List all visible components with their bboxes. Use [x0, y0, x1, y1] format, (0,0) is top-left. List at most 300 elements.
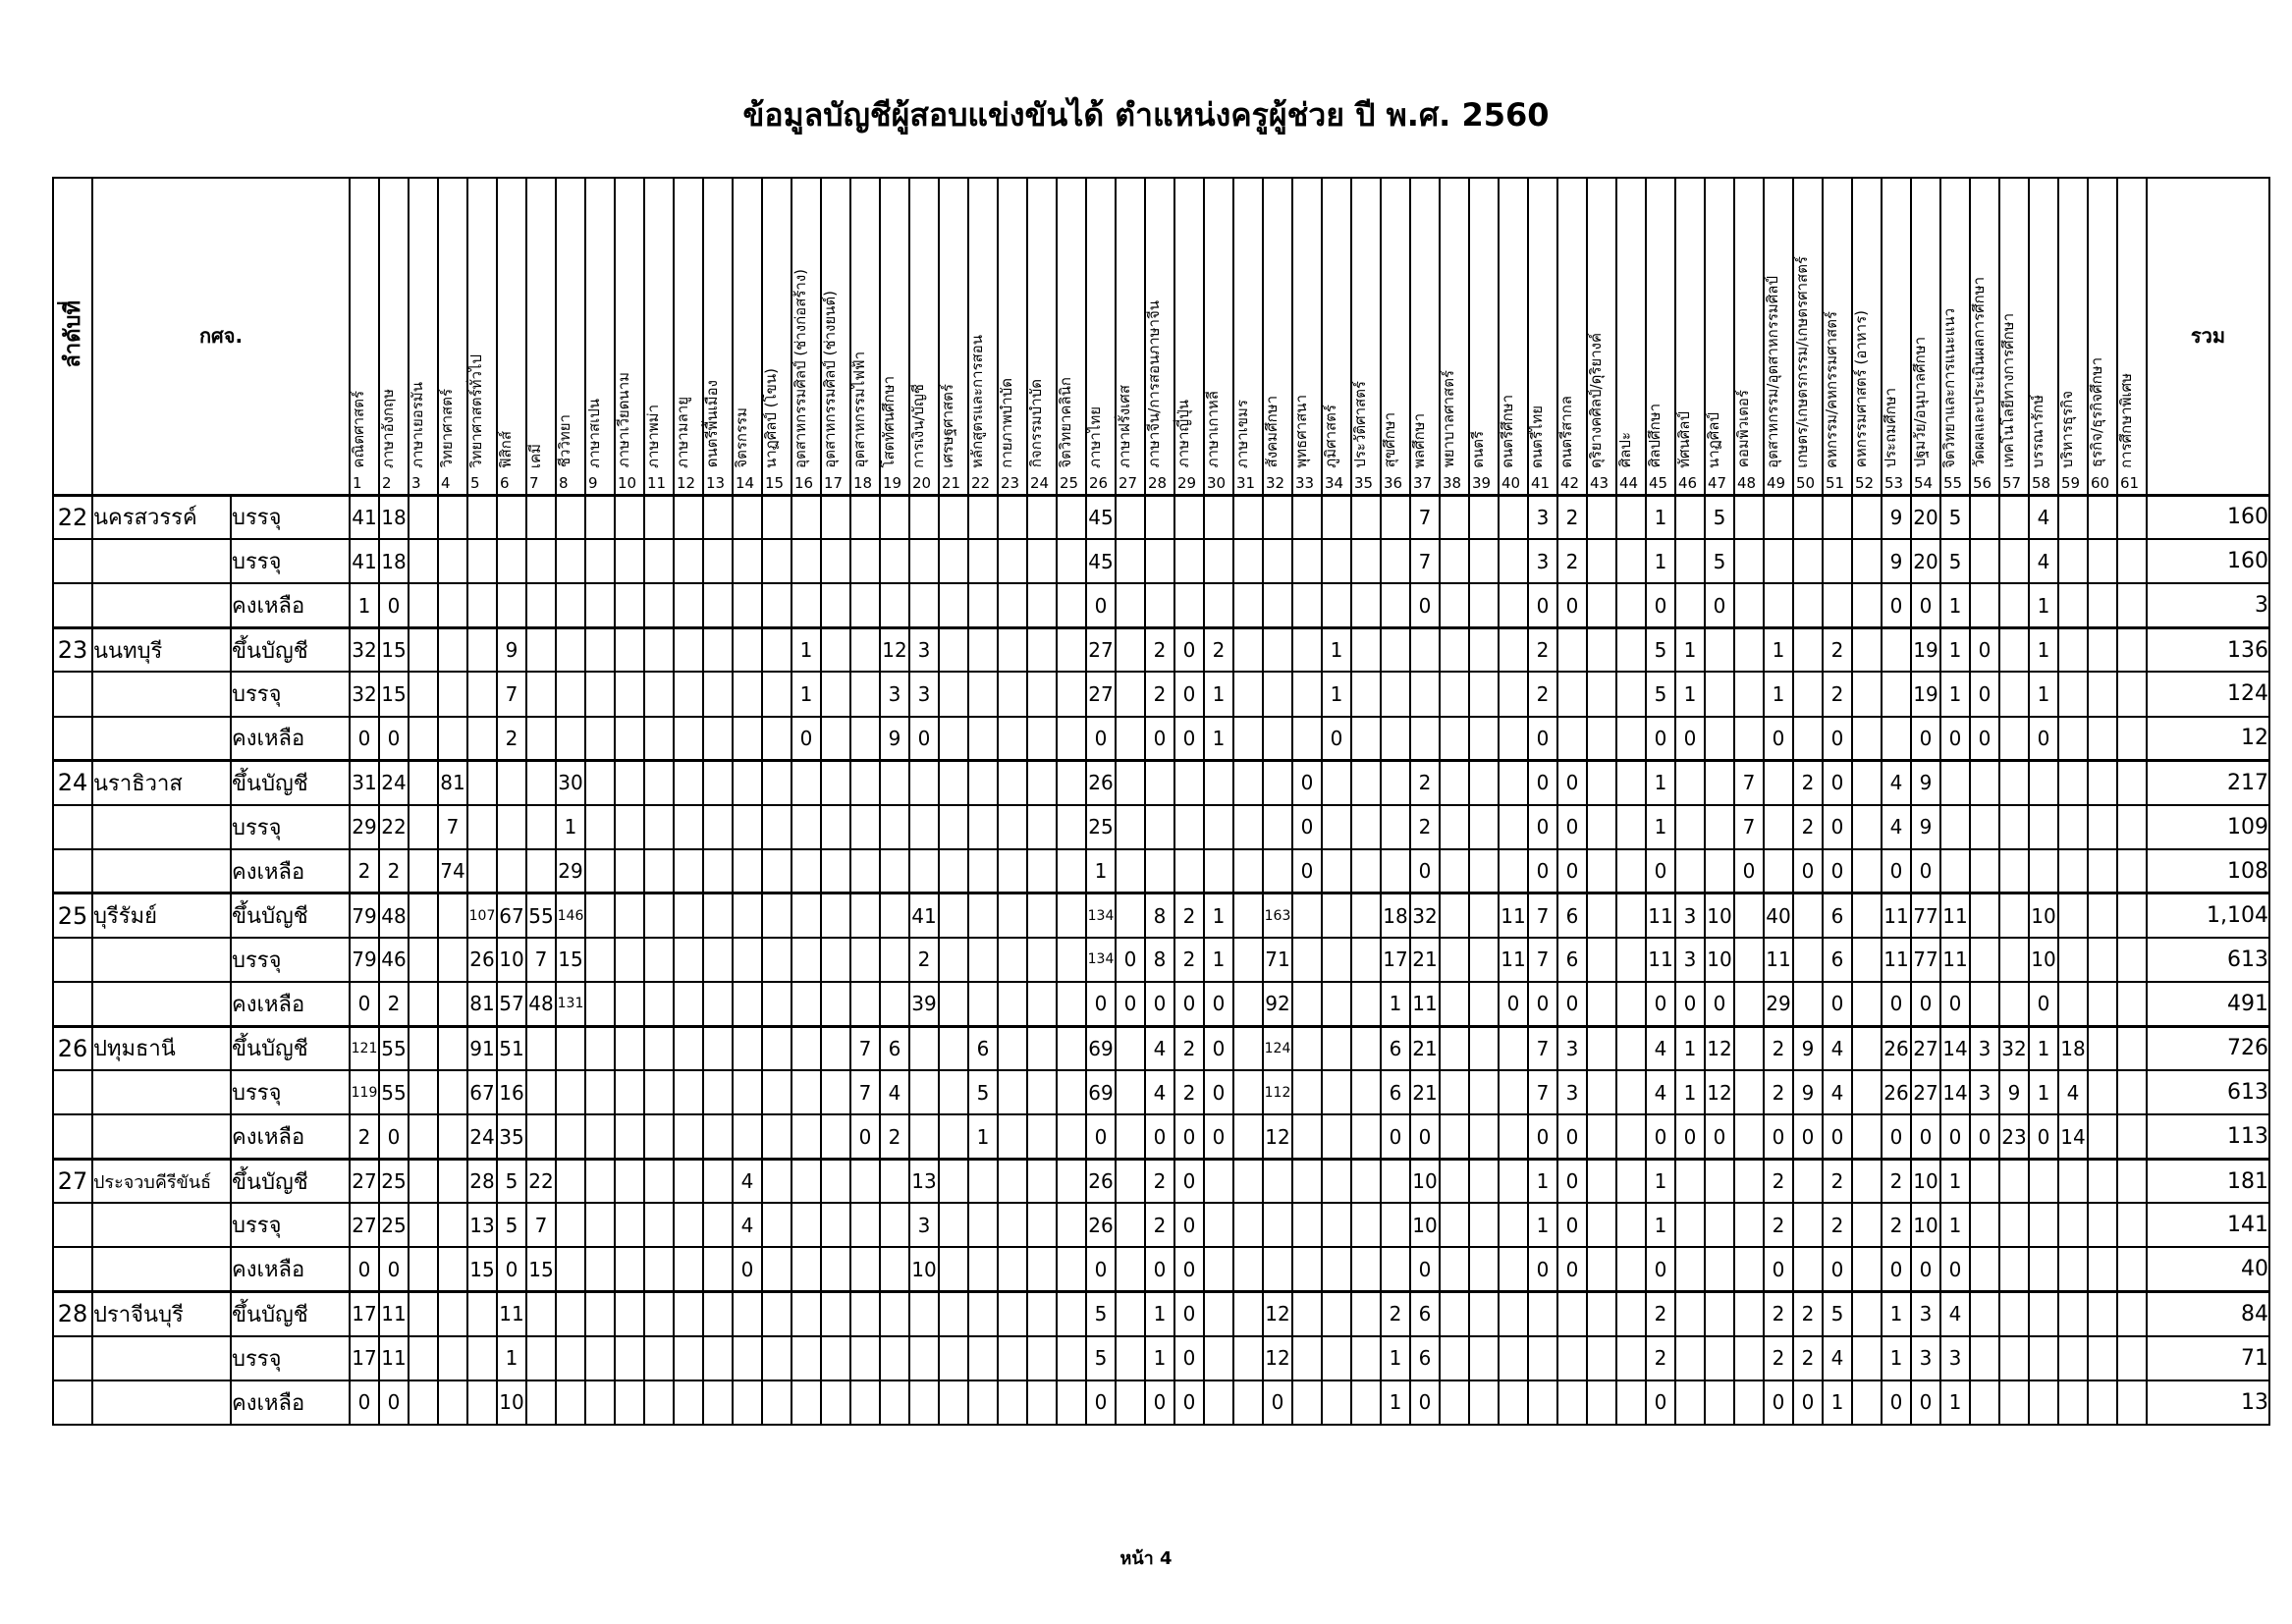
value-cell — [1057, 1247, 1086, 1291]
value-cell — [762, 1114, 791, 1159]
value-cell: 121 — [350, 1026, 379, 1070]
value-cell: 0 — [1292, 761, 1322, 805]
office-cell: บุรีรัมย์ — [92, 893, 231, 938]
value-cell — [1057, 672, 1086, 716]
value-cell — [1263, 717, 1292, 761]
value-cell — [674, 805, 703, 849]
order-cell: 28 — [53, 1292, 92, 1336]
value-cell — [467, 672, 497, 716]
value-cell — [1145, 805, 1174, 849]
value-cell — [1322, 938, 1351, 982]
value-cell — [880, 1292, 909, 1336]
value-cell: 7 — [438, 805, 467, 849]
value-cell — [1233, 1380, 1263, 1425]
value-cell — [497, 761, 526, 805]
value-cell: 25 — [379, 1159, 409, 1203]
subject-header — [1116, 178, 1145, 495]
value-cell — [1292, 1292, 1322, 1336]
value-cell — [1292, 672, 1322, 716]
value-cell: 0 — [1174, 1247, 1204, 1291]
value-cell — [939, 672, 968, 716]
value-cell — [1351, 1159, 1381, 1203]
value-cell: 0 — [1646, 717, 1675, 761]
value-cell: 11 — [1410, 982, 1440, 1026]
value-cell: 19 — [1911, 672, 1940, 716]
value-cell — [1675, 1336, 1705, 1380]
value-cell: 0 — [1528, 583, 1557, 627]
value-cell — [1999, 1380, 2029, 1425]
subject-number: 12 — [677, 473, 696, 492]
value-cell: 1 — [1381, 1380, 1410, 1425]
value-cell — [1204, 539, 1233, 583]
value-cell: 5 — [1646, 672, 1675, 716]
value-cell: 27 — [1911, 1026, 1940, 1070]
office-cell: ปทุมธานี — [92, 1026, 231, 1070]
value-cell — [1292, 982, 1322, 1026]
value-cell — [585, 717, 615, 761]
value-cell: 0 — [1705, 982, 1734, 1026]
value-cell — [438, 717, 467, 761]
value-cell — [1116, 495, 1145, 539]
value-cell — [1322, 982, 1351, 1026]
value-cell: 0 — [1823, 1114, 1852, 1159]
value-cell — [998, 761, 1027, 805]
value-cell: 0 — [1174, 1114, 1204, 1159]
value-cell — [1440, 1070, 1469, 1114]
value-cell: 0 — [1970, 627, 1999, 672]
value-cell — [1940, 761, 1970, 805]
value-cell — [556, 627, 585, 672]
value-cell — [1292, 539, 1322, 583]
value-cell — [939, 627, 968, 672]
value-cell — [2088, 583, 2117, 627]
value-cell — [1734, 717, 1764, 761]
value-cell — [850, 805, 880, 849]
value-cell — [2029, 1380, 2058, 1425]
value-cell: 1 — [1086, 849, 1116, 893]
subject-header — [791, 178, 821, 495]
value-cell: 2 — [350, 1114, 379, 1159]
value-cell: 6 — [968, 1026, 998, 1070]
value-cell — [998, 539, 1027, 583]
subject-name: การศึกษาพิเศษ — [2117, 372, 2135, 468]
value-cell — [438, 495, 467, 539]
value-cell: 0 — [1174, 1203, 1204, 1247]
subject-name: ภาษาเกาหลี — [1204, 391, 1222, 468]
value-cell — [1322, 761, 1351, 805]
subject-name: โสตทัศนศึกษา — [880, 376, 898, 468]
value-cell — [939, 1070, 968, 1114]
value-cell — [1351, 627, 1381, 672]
subject-header — [1646, 178, 1675, 495]
value-cell: 0 — [1557, 982, 1587, 1026]
value-cell — [791, 893, 821, 938]
value-cell — [998, 1114, 1027, 1159]
value-cell: 35 — [497, 1114, 526, 1159]
subject-header — [379, 178, 409, 495]
value-cell — [2088, 849, 2117, 893]
total-cell: 84 — [2147, 1292, 2269, 1336]
value-cell: 0 — [1204, 1114, 1233, 1159]
value-cell — [1351, 1336, 1381, 1380]
value-cell — [585, 1114, 615, 1159]
value-cell — [556, 1114, 585, 1159]
value-cell — [556, 1247, 585, 1291]
value-cell — [939, 982, 968, 1026]
value-cell — [1322, 539, 1351, 583]
value-cell — [1675, 1247, 1705, 1291]
value-cell — [1263, 805, 1292, 849]
value-cell: 0 — [1793, 849, 1823, 893]
value-cell: 2 — [1410, 761, 1440, 805]
value-cell — [733, 583, 762, 627]
value-cell: 11 — [497, 1292, 526, 1336]
status-cell: ขึ้นบัญชี — [231, 1026, 350, 1070]
value-cell — [1381, 583, 1410, 627]
value-cell — [703, 938, 733, 982]
value-cell — [2117, 1247, 2147, 1291]
value-cell — [1499, 1247, 1528, 1291]
value-cell — [1587, 1114, 1616, 1159]
value-cell — [1823, 539, 1852, 583]
value-cell — [615, 893, 644, 938]
value-cell — [1793, 627, 1823, 672]
value-cell — [1233, 1114, 1263, 1159]
value-cell: 3 — [1675, 893, 1705, 938]
value-cell: 1 — [2029, 1070, 2058, 1114]
value-cell — [1734, 893, 1764, 938]
value-cell — [1440, 717, 1469, 761]
value-cell — [1499, 1114, 1528, 1159]
value-cell — [497, 849, 526, 893]
value-cell — [585, 672, 615, 716]
value-cell — [674, 1114, 703, 1159]
subject-name: อุตสาหกรรมไฟฟ้า — [850, 352, 868, 468]
value-cell — [2117, 1159, 2147, 1203]
value-cell — [1764, 761, 1793, 805]
value-cell — [1823, 583, 1852, 627]
value-cell — [1970, 1203, 1999, 1247]
value-cell — [1675, 1203, 1705, 1247]
status-cell: คงเหลือ — [231, 1247, 350, 1291]
value-cell: 67 — [497, 893, 526, 938]
subject-number: 58 — [2032, 473, 2051, 492]
order-cell: 26 — [53, 1026, 92, 1070]
value-cell: 21 — [1410, 938, 1440, 982]
value-cell — [1263, 495, 1292, 539]
value-cell — [1616, 1070, 1646, 1114]
subject-name: ภูมิศาสตร์ — [1322, 404, 1339, 468]
value-cell: 6 — [1823, 893, 1852, 938]
table-row — [53, 1336, 2269, 1380]
subject-header — [2117, 178, 2147, 495]
value-cell: 5 — [1705, 539, 1734, 583]
value-cell: 4 — [1940, 1292, 1970, 1336]
value-cell — [2088, 1336, 2117, 1380]
value-cell — [1852, 1114, 1882, 1159]
value-cell — [1292, 627, 1322, 672]
value-cell: 12 — [1263, 1336, 1292, 1380]
value-cell — [1233, 849, 1263, 893]
value-cell — [1528, 1292, 1557, 1336]
subject-number: 15 — [765, 473, 785, 492]
value-cell: 0 — [1675, 982, 1705, 1026]
value-cell: 0 — [1557, 1247, 1587, 1291]
subject-name: เศรษฐศาสตร์ — [939, 383, 956, 468]
subject-name: ศิลปะ — [1616, 432, 1634, 468]
subject-name: บริหารธุรกิจ — [2058, 390, 2076, 468]
subject-name: ภาษาไทย — [1086, 406, 1104, 468]
value-cell — [1351, 717, 1381, 761]
value-cell: 0 — [1882, 849, 1911, 893]
value-cell — [1999, 672, 2029, 716]
value-cell — [1705, 627, 1734, 672]
value-cell — [1351, 539, 1381, 583]
value-cell — [1292, 1203, 1322, 1247]
value-cell: 4 — [2029, 495, 2058, 539]
value-cell — [821, 672, 850, 716]
value-cell — [939, 1159, 968, 1203]
value-cell — [1233, 982, 1263, 1026]
value-cell — [968, 539, 998, 583]
table-row — [53, 893, 2269, 938]
value-cell: 0 — [1410, 1114, 1440, 1159]
value-cell: 2 — [1174, 1070, 1204, 1114]
value-cell — [703, 893, 733, 938]
value-cell: 27 — [1086, 627, 1116, 672]
value-cell — [526, 1336, 556, 1380]
value-cell — [1057, 627, 1086, 672]
value-cell: 2 — [1145, 672, 1174, 716]
value-cell: 2 — [1764, 1159, 1793, 1203]
value-cell: 0 — [1764, 1380, 1793, 1425]
value-cell: 0 — [1174, 1336, 1204, 1380]
value-cell: 26 — [467, 938, 497, 982]
value-cell — [2117, 672, 2147, 716]
order-cell — [53, 849, 92, 893]
value-cell: 0 — [1410, 583, 1440, 627]
value-cell — [880, 539, 909, 583]
value-cell — [703, 1380, 733, 1425]
value-cell — [585, 495, 615, 539]
subject-header — [1499, 178, 1528, 495]
subject-number: 14 — [736, 473, 755, 492]
value-cell: 7 — [1734, 805, 1764, 849]
value-cell — [880, 1247, 909, 1291]
status-cell: บรรจุ — [231, 495, 350, 539]
value-cell: 0 — [1145, 982, 1174, 1026]
value-cell — [585, 1026, 615, 1070]
value-cell — [791, 539, 821, 583]
subject-name: ปฐมวัย/อนุบาลศึกษา — [1911, 337, 1929, 468]
value-cell — [821, 717, 850, 761]
value-cell — [733, 938, 762, 982]
subject-name: ภาษาญี่ปุ่น — [1174, 400, 1192, 468]
table-row — [53, 1026, 2269, 1070]
subject-name: ดนตรีสากล — [1557, 395, 1575, 468]
value-cell: 1 — [1764, 672, 1793, 716]
value-cell — [1882, 672, 1911, 716]
subject-header — [1764, 178, 1793, 495]
subject-number: 61 — [2120, 473, 2140, 492]
value-cell — [2117, 761, 2147, 805]
subject-number: 59 — [2061, 473, 2081, 492]
value-cell — [615, 1203, 644, 1247]
value-cell — [2029, 1159, 2058, 1203]
value-cell — [409, 1292, 438, 1336]
value-cell — [1705, 1203, 1734, 1247]
value-cell: 0 — [1764, 717, 1793, 761]
subject-header — [1233, 178, 1263, 495]
value-cell — [1322, 1336, 1351, 1380]
value-cell — [615, 672, 644, 716]
value-cell — [467, 1380, 497, 1425]
value-cell — [821, 893, 850, 938]
value-cell — [644, 1026, 674, 1070]
header-row — [53, 178, 2269, 495]
value-cell — [1351, 761, 1381, 805]
value-cell: 32 — [1999, 1026, 2029, 1070]
value-cell — [409, 672, 438, 716]
value-cell: 11 — [379, 1292, 409, 1336]
value-cell — [644, 982, 674, 1026]
subject-header — [467, 178, 497, 495]
value-cell — [585, 1380, 615, 1425]
value-cell — [1263, 849, 1292, 893]
value-cell — [1793, 938, 1823, 982]
value-cell: 2 — [379, 849, 409, 893]
order-header-label: ลำดับที่ — [60, 299, 85, 368]
value-cell — [1793, 1159, 1823, 1203]
table-row — [53, 717, 2269, 761]
value-cell — [1734, 672, 1764, 716]
value-cell — [1174, 761, 1204, 805]
subject-header — [1882, 178, 1911, 495]
subject-number: 35 — [1354, 473, 1374, 492]
value-cell — [821, 805, 850, 849]
value-cell — [968, 805, 998, 849]
value-cell — [1440, 761, 1469, 805]
value-cell — [1381, 1159, 1410, 1203]
value-cell — [791, 1247, 821, 1291]
value-cell — [2029, 1292, 2058, 1336]
value-cell — [1027, 627, 1057, 672]
value-cell — [497, 539, 526, 583]
value-cell — [998, 627, 1027, 672]
value-cell — [467, 849, 497, 893]
value-cell — [585, 893, 615, 938]
value-cell — [615, 627, 644, 672]
value-cell — [762, 1070, 791, 1114]
value-cell — [1469, 1380, 1499, 1425]
value-cell — [438, 1203, 467, 1247]
value-cell: 1 — [1145, 1292, 1174, 1336]
value-cell: 4 — [1145, 1070, 1174, 1114]
value-cell — [1764, 583, 1793, 627]
value-cell: 10 — [1410, 1159, 1440, 1203]
value-cell — [1440, 1336, 1469, 1380]
value-cell — [998, 672, 1027, 716]
subject-number: 43 — [1590, 473, 1610, 492]
subject-header — [674, 178, 703, 495]
value-cell — [1292, 495, 1322, 539]
value-cell — [1469, 1336, 1499, 1380]
value-cell — [409, 1203, 438, 1247]
value-cell: 7 — [1528, 938, 1557, 982]
value-cell — [1174, 539, 1204, 583]
value-cell: 1 — [1528, 1159, 1557, 1203]
value-cell: 12 — [1263, 1114, 1292, 1159]
value-cell — [909, 761, 939, 805]
subject-header — [1410, 178, 1440, 495]
order-cell: 22 — [53, 495, 92, 539]
value-cell — [1469, 1159, 1499, 1203]
value-cell: 124 — [1263, 1026, 1292, 1070]
value-cell — [1292, 1247, 1322, 1291]
value-cell — [2058, 1203, 2088, 1247]
value-cell: 2 — [1174, 938, 1204, 982]
value-cell: 2 — [909, 938, 939, 982]
subject-name: ฟิสิกส์ — [497, 430, 515, 468]
value-cell — [2058, 1336, 2088, 1380]
value-cell — [1764, 495, 1793, 539]
value-cell: 0 — [733, 1247, 762, 1291]
subject-name: ภาษาเยอรมัน — [409, 381, 426, 468]
value-cell: 20 — [1911, 539, 1940, 583]
value-cell — [2058, 1292, 2088, 1336]
value-cell: 0 — [1557, 583, 1587, 627]
subject-number: 28 — [1148, 473, 1168, 492]
value-cell: 0 — [1911, 982, 1940, 1026]
value-cell — [1999, 805, 2029, 849]
value-cell — [968, 982, 998, 1026]
subject-number: 27 — [1119, 473, 1138, 492]
value-cell — [1616, 495, 1646, 539]
value-cell — [1852, 1203, 1882, 1247]
value-cell — [2058, 805, 2088, 849]
subject-name: การเงิน/บัญชี — [909, 383, 927, 468]
value-cell — [1970, 893, 1999, 938]
subject-header — [733, 178, 762, 495]
value-cell: 5 — [1823, 1292, 1852, 1336]
value-cell — [1587, 893, 1616, 938]
value-cell — [998, 1336, 1027, 1380]
value-cell — [1999, 583, 2029, 627]
value-cell — [1469, 1247, 1499, 1291]
value-cell — [615, 495, 644, 539]
subject-number: 41 — [1531, 473, 1551, 492]
value-cell — [1616, 1026, 1646, 1070]
subject-name: ธุรกิจ/ธุรกิจศึกษา — [2088, 357, 2105, 468]
value-cell — [1616, 761, 1646, 805]
value-cell — [1970, 982, 1999, 1026]
value-cell: 0 — [1528, 1114, 1557, 1159]
value-cell — [585, 583, 615, 627]
value-cell — [762, 805, 791, 849]
subject-header — [880, 178, 909, 495]
value-cell — [880, 893, 909, 938]
value-cell — [909, 539, 939, 583]
subject-header — [1027, 178, 1057, 495]
value-cell — [1675, 583, 1705, 627]
value-cell: 4 — [1882, 761, 1911, 805]
value-cell — [939, 938, 968, 982]
value-cell — [1469, 1203, 1499, 1247]
value-cell: 48 — [379, 893, 409, 938]
value-cell: 2 — [1557, 539, 1587, 583]
value-cell — [615, 583, 644, 627]
status-cell: ขึ้นบัญชี — [231, 627, 350, 672]
